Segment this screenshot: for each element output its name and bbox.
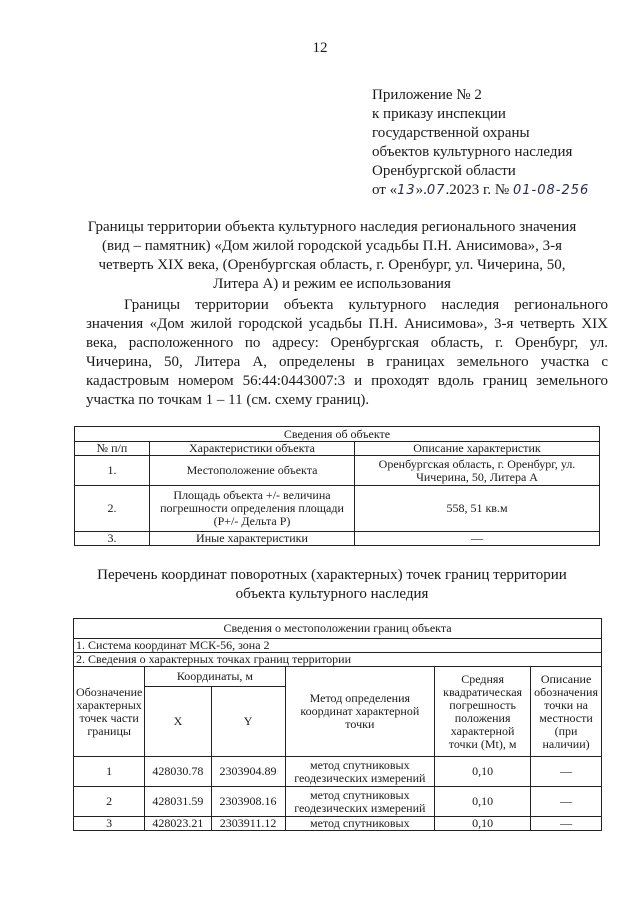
point-error: 0,10 <box>435 757 531 787</box>
appendix-line: к приказу инспекции <box>372 106 506 122</box>
date-month-handwritten: 07 <box>426 183 446 198</box>
title-line: (вид – памятник) «Дом жилой городской усадьбы П.Н. Анисимова», 3-я <box>101 238 563 254</box>
table-cell: 3. <box>75 532 150 546</box>
header-y: Y <box>211 687 285 757</box>
coordinates-subtitle <box>82 566 582 604</box>
appendix-line: Приложение № 2 <box>372 87 482 103</box>
point-description: — <box>531 757 602 787</box>
point-error: 0,10 <box>435 787 531 817</box>
header-coordinates: Координаты, м <box>145 667 285 687</box>
object-info-table <box>74 426 600 546</box>
title-line: Границы территории объекта культурного наследия регионального значения <box>87 219 577 235</box>
point-y: 2303904.89 <box>211 757 285 787</box>
table-cell: 1. <box>75 456 150 486</box>
point-method: метод спутниковых <box>285 817 435 831</box>
table-cell: Местоположение объекта <box>150 456 355 486</box>
point-error: 0,10 <box>435 817 531 831</box>
header-designation: Обозначение характерных точек части границы <box>74 667 145 757</box>
appendix-line: объектов культурного наследия <box>372 144 573 160</box>
coordinates-table <box>73 618 602 831</box>
point-x: 428030.78 <box>145 757 211 787</box>
point-y: 2303911.12 <box>211 817 285 831</box>
appendix-line: Оренбургской области <box>372 163 516 179</box>
document-title <box>82 218 582 294</box>
coord-table-caption: Сведения о местоположении границ объекта <box>74 619 602 639</box>
header-number: № п/п <box>75 442 150 456</box>
order-number-handwritten: 01-08-256 <box>512 183 590 198</box>
table-cell: Иные характеристики <box>150 532 355 546</box>
subtitle-line: Перечень координат поворотных (характерных) точек границ территории <box>97 567 567 583</box>
point-x: 428031.59 <box>145 787 211 817</box>
point-description: — <box>531 787 602 817</box>
coord-section: 2. Сведения о характерных точках границ территории <box>74 653 602 667</box>
appendix-date-line <box>372 181 589 200</box>
point-description: — <box>531 817 602 831</box>
header-method: Метод определения координат характерной точки <box>285 667 435 757</box>
page-number: 12 <box>312 40 328 56</box>
header-description: Описание характеристик <box>355 442 600 456</box>
point-number: 3 <box>74 817 145 831</box>
table-cell: Площадь объекта +/- величина погрешности определения площади (Р+/- Дельта Р) <box>150 486 355 532</box>
appendix-header <box>372 86 589 200</box>
table-cell: 558, 51 кв.м <box>355 486 600 532</box>
date-year: .2023 г. № <box>445 182 510 198</box>
date-day-handwritten: 13 <box>397 183 416 198</box>
object-table-caption: Сведения об объекте <box>75 427 600 442</box>
table-cell: 2. <box>75 486 150 532</box>
table-row <box>74 817 602 831</box>
subtitle-line: объекта культурного наследия <box>235 586 429 602</box>
header-x: X <box>145 687 211 757</box>
appendix-line: государственной охраны <box>372 125 530 141</box>
date-mid: ». <box>415 182 427 198</box>
title-line: Литера А) и режим ее использования <box>213 276 451 292</box>
date-prefix: от « <box>372 182 398 198</box>
coord-system: 1. Система координат МСК-56, зона 2 <box>74 639 602 653</box>
point-number: 1 <box>74 757 145 787</box>
point-method: метод спутниковых геодезических измерений <box>285 757 435 787</box>
boundary-paragraph: Границы территории объекта культурного наследия регионального значения «Дом жилой городской усадьбы П.Н. Анисимова», 3-я четверть XIX века, расположенного по адресу: Оренбургская область, г. Оренбург, ул. Чичерина, 50, Литера А, определены в границах земельного участка с кадастровым номером 56:44:0443007:3 и проходят вдоль границ земельного участка по точкам 1 – 11 (см. схему границ). <box>86 297 608 408</box>
title-line: четверть XIX века, (Оренбургская область, г. Оренбург, ул. Чичерина, 50, <box>98 257 566 273</box>
header-point-description: Описание обозначения точки на местности (при наличии) <box>531 667 602 757</box>
table-row <box>74 787 602 817</box>
point-x: 428023.21 <box>145 817 211 831</box>
table-cell: Оренбургская область, г. Оренбург, ул. Чичерина, 50, Литера А <box>355 456 600 486</box>
table-cell: — <box>355 532 600 546</box>
point-method: метод спутниковых геодезических измерений <box>285 787 435 817</box>
header-characteristics: Характеристики объекта <box>150 442 355 456</box>
point-number: 2 <box>74 787 145 817</box>
table-row <box>74 757 602 787</box>
point-y: 2303908.16 <box>211 787 285 817</box>
header-error: Средняя квадратическая погрешность положения характерной точки (Mt), м <box>435 667 531 757</box>
